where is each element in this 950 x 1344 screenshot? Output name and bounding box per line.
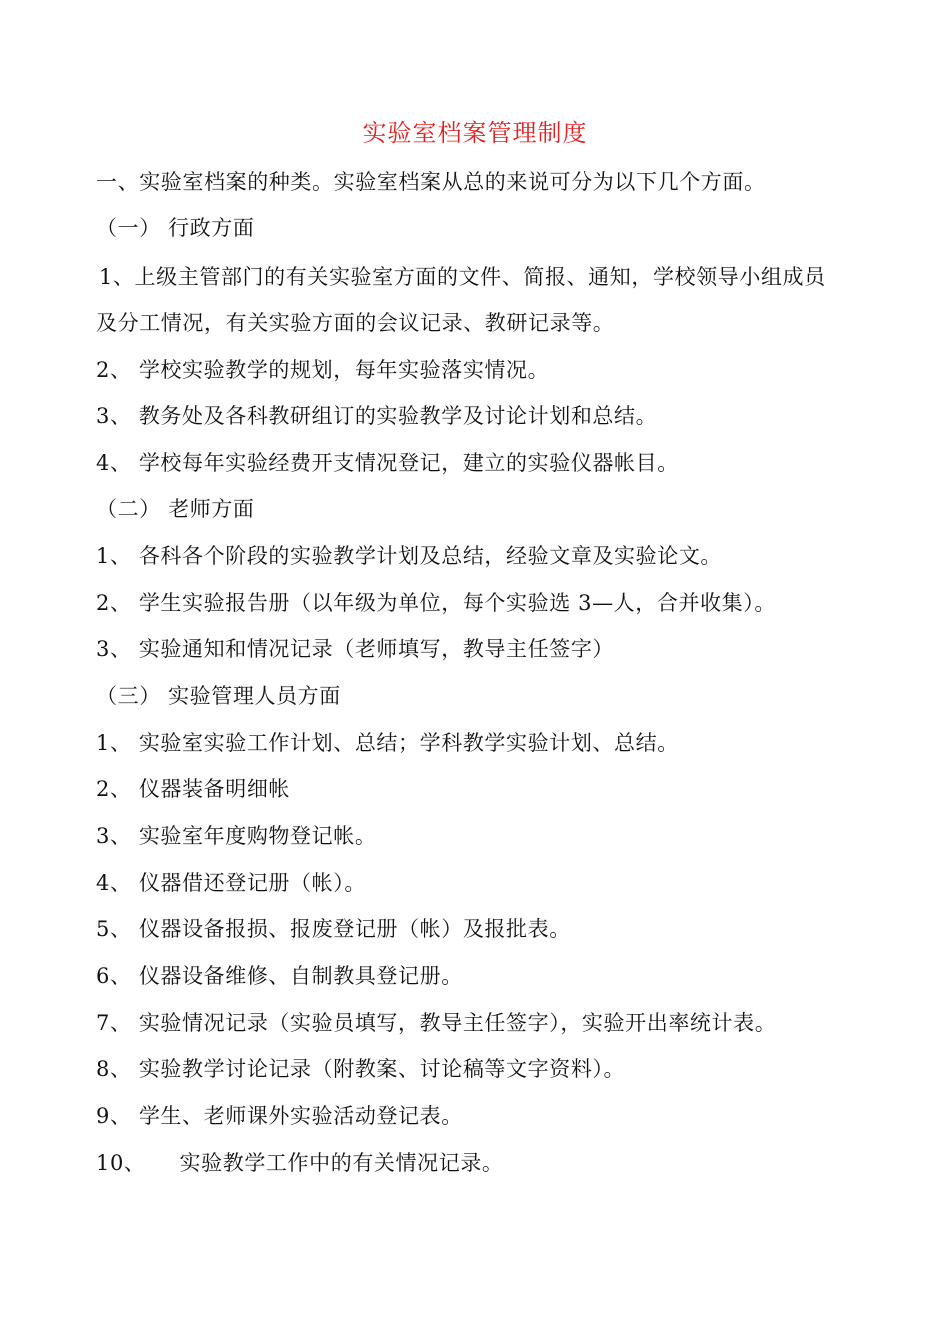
list-item: 8、 实验教学讨论记录（附教案、讨论稿等文字资料）。 — [96, 1057, 626, 1081]
list-item: 3、 实验室年度购物登记帐。 — [96, 824, 377, 848]
list-item: 1、 各科各个阶段的实验教学计划及总结，经验文章及实验论文。 — [96, 544, 723, 568]
list-item: 3、 实验通知和情况记录（老师填写，教导主任签字） — [96, 637, 615, 661]
paragraph-line: 及分工情况，有关实验方面的会议记录、教研记录等。 — [96, 311, 615, 335]
list-item: 5、 仪器设备报损、报废登记册（帐）及报批表。 — [96, 917, 571, 941]
list-item: 6、 仪器设备维修、自制教具登记册。 — [96, 964, 463, 988]
list-item-number: 10、 — [96, 1151, 146, 1175]
list-item: 7、 实验情况记录（实验员填写，教导主任签字），实验开出率统计表。 — [96, 1011, 777, 1035]
subsection-heading-admin: （一） 行政方面 — [96, 216, 255, 240]
list-item: 9、 学生、老师课外实验活动登记表。 — [96, 1104, 463, 1128]
list-item-text: 实验教学工作中的有关情况记录。 — [179, 1151, 504, 1175]
section-intro: 一、实验室档案的种类。实验室档案从总的来说可分为以下几个方面。 — [96, 170, 766, 194]
list-item: 2、 仪器装备明细帐 — [96, 777, 291, 801]
list-item: 3、 教务处及各科教研组订的实验教学及讨论计划和总结。 — [96, 404, 658, 428]
list-item: 4、 仪器借还登记册（帐）。 — [96, 871, 366, 895]
list-item: 2、 学生实验报告册（以年级为单位，每个实验选 3—人，合并收集）。 — [96, 591, 776, 615]
list-item — [96, 1148, 504, 1178]
paragraph-line: 1、上级主管部门的有关实验室方面的文件、简报、通知，学校领导小组成员 — [99, 265, 826, 289]
list-item: 2、 学校实验教学的规划，每年实验落实情况。 — [96, 358, 550, 382]
subsection-heading-staff: （三） 实验管理人员方面 — [96, 684, 341, 708]
subsection-heading-teachers: （二） 老师方面 — [96, 497, 255, 521]
document-title: 实验室档案管理制度 — [362, 119, 588, 147]
list-item: 1、 实验室实验工作计划、总结；学科教学实验计划、总结。 — [96, 731, 679, 755]
list-item: 4、 学校每年实验经费开支情况登记，建立的实验仪器帐目。 — [96, 451, 679, 475]
